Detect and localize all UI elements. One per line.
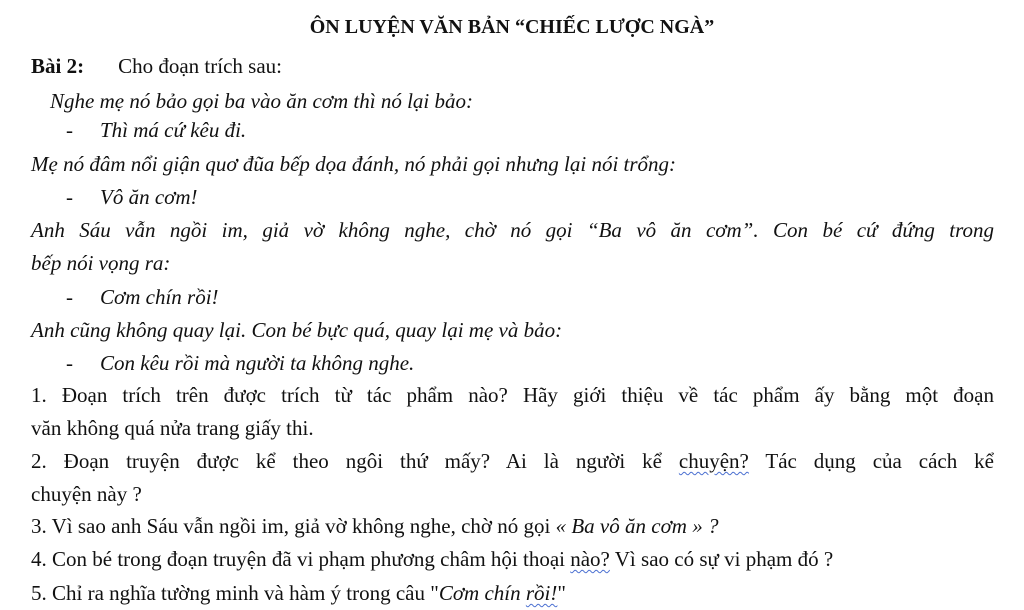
question-3-quote: « Ba vô ăn cơm » ? — [555, 514, 719, 538]
dialogue-dash: - — [66, 185, 73, 209]
dialogue-text: Thì má cứ kêu đi. — [100, 118, 247, 142]
passage-dialogue-2 — [66, 184, 198, 210]
question-4 — [31, 546, 833, 572]
question-5-close-quote: " — [557, 581, 566, 605]
document-title: ÔN LUYỆN VĂN BẢN “CHIẾC LƯỢC NGÀ” — [309, 16, 715, 38]
dialogue-dash: - — [66, 118, 73, 142]
question-1-line-1: 1. Đoạn trích trên được trích từ tác phẩm nào? Hãy giới thiệu về tác phẩm ấy bằng một đoạn — [31, 383, 994, 407]
question-3 — [31, 513, 718, 539]
passage-line-2: Mẹ nó đâm nổi giận quơ đũa bếp dọa đánh, nó phải gọi nhưng lại nói trổng: — [31, 152, 677, 176]
passage-dialogue-4 — [66, 350, 414, 376]
question-5-text: 5. Chỉ ra nghĩa tường minh và hàm ý trong câu " — [31, 581, 439, 605]
question-1-line-2: văn không quá nửa trang giấy thi. — [31, 416, 314, 440]
passage-dialogue-1 — [66, 117, 246, 143]
passage-line-4: Anh cũng không quay lại. Con bé bực quá, quay lại mẹ và bảo: — [31, 318, 563, 342]
question-3-text: 3. Vì sao anh Sáu vẫn ngồi im, giả vờ không nghe, chờ nó gọi — [31, 514, 551, 538]
question-2-text-end: Tác dụng của cách kể — [765, 449, 995, 473]
passage-line-3b: bếp nói vọng ra: — [31, 251, 171, 275]
question-5-quote: Cơm chín — [438, 581, 521, 605]
dialogue-text: Vô ăn cơm! — [100, 185, 198, 209]
spellcheck-flag: chuyện? — [678, 449, 749, 473]
question-2-line-1 — [31, 448, 994, 474]
passage-line-3a: Anh Sáu vẫn ngồi im, giả vờ không nghe, chờ nó gọi “Ba vô ăn cơm”. Con bé cứ đứng trong — [31, 218, 994, 242]
dialogue-dash: - — [66, 285, 73, 309]
passage-dialogue-3 — [66, 284, 219, 310]
spellcheck-flag: nào? — [570, 547, 610, 571]
question-2-text: 2. Đoạn truyện được kể theo ngôi thứ mấy? Ai là người kể — [31, 449, 662, 473]
dialogue-dash: - — [66, 351, 73, 375]
exercise-label: Bài 2: — [31, 54, 85, 78]
question-5 — [31, 580, 566, 606]
dialogue-text: Con kêu rồi mà người ta không nghe. — [100, 351, 415, 375]
question-4-text: 4. Con bé trong đoạn truyện đã vi phạm phương châm hội thoại — [31, 547, 565, 571]
question-4-text-end: Vì sao có sự vi phạm đó ? — [614, 547, 834, 571]
exercise-heading — [31, 53, 282, 79]
question-2-line-2: chuyện này ? — [31, 482, 142, 506]
dialogue-text: Cơm chín rồi! — [100, 285, 219, 309]
passage-line-1: Nghe mẹ nó bảo gọi ba vào ăn cơm thì nó lại bảo: — [50, 89, 473, 113]
exercise-instruction: Cho đoạn trích sau: — [118, 54, 282, 78]
spellcheck-flag: rồi! — [525, 581, 558, 605]
